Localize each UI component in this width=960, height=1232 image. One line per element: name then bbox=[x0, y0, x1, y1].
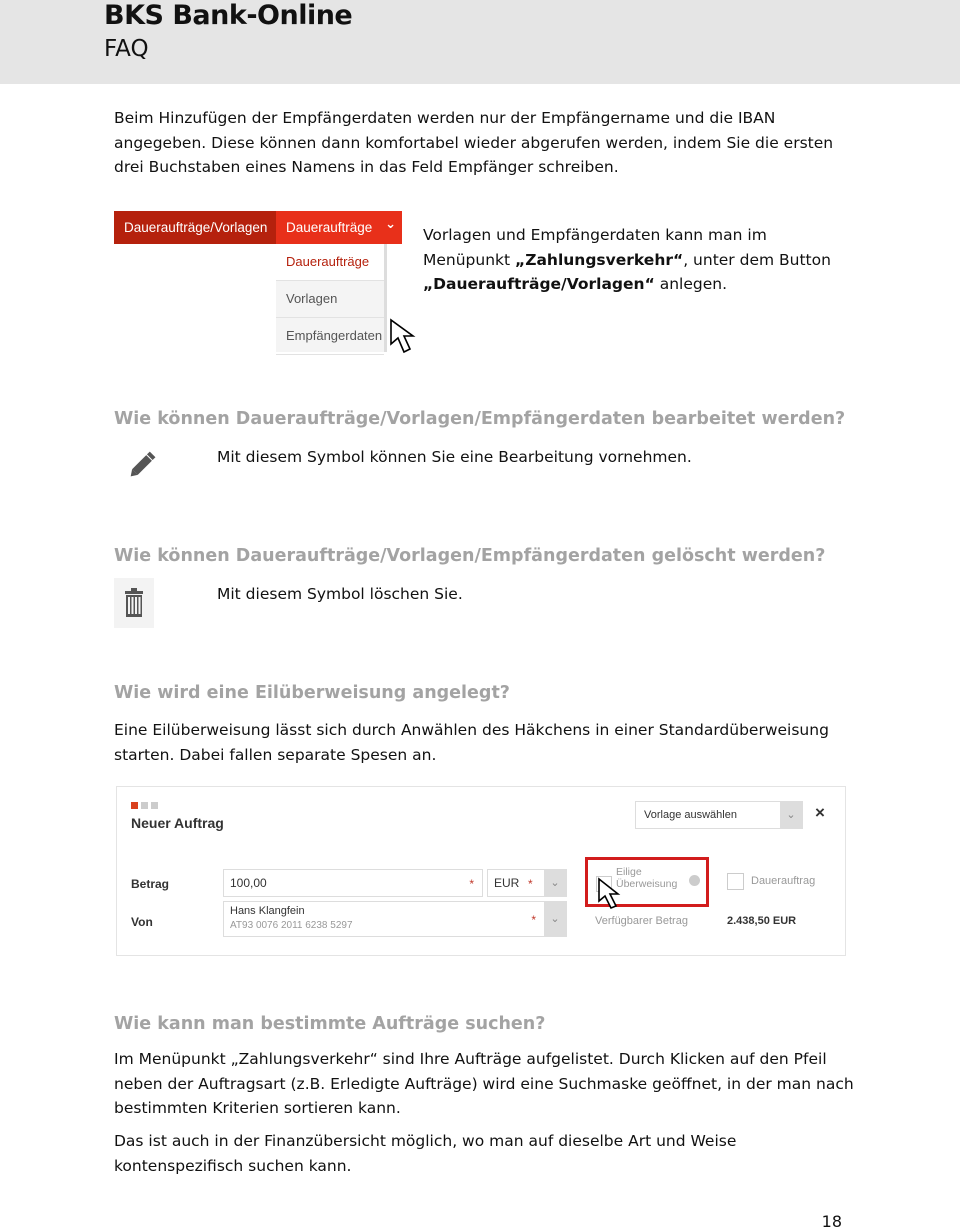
menu-item-empfaengerdaten: Empfängerdaten bbox=[276, 318, 384, 355]
close-icon: × bbox=[815, 803, 825, 822]
cursor-icon bbox=[389, 318, 425, 356]
von-select: Hans Klangfein AT93 0076 2011 6238 5297 * ⌄ bbox=[223, 901, 567, 937]
menu-note: Vorlagen und Empfängerdaten kann man im Menüpunkt „Zahlungsverkehr“, unter dem Button „Daueraufträge/Vorlagen“ anlegen. bbox=[423, 226, 831, 293]
eilig-label: Eilige Überweisung bbox=[616, 866, 678, 890]
currency-select: EUR * ⌄ bbox=[487, 869, 567, 897]
page-number: 18 bbox=[821, 1212, 842, 1231]
pencil-icon bbox=[126, 450, 158, 480]
edit-text: Mit diesem Symbol können Sie eine Bearbeitung vornehmen. bbox=[217, 448, 692, 466]
info-icon bbox=[689, 875, 700, 886]
von-label: Von bbox=[131, 915, 153, 929]
search-text-2: Das ist auch in der Finanzübersicht möglich, wo man auf dieselbe Art und Weise kontenspezifisch suchen kann. bbox=[114, 1132, 737, 1175]
form-title: Neuer Auftrag bbox=[131, 815, 224, 831]
menu-item-vorlagen: Vorlagen bbox=[276, 281, 384, 318]
menu-tab-right: Daueraufträge bbox=[286, 220, 373, 235]
cursor-icon bbox=[597, 877, 621, 912]
eil-text: Eine Eilüberweisung lässt sich durch Anwählen des Häkchens in einer Standardüberweisung starten. Dabei fallen separate Spesen an. bbox=[114, 721, 829, 764]
doc-subtitle: FAQ bbox=[104, 36, 149, 62]
search-text: Im Menüpunkt „Zahlungsverkehr“ sind Ihre Aufträge aufgelistet. Durch Klicken auf den Pfeil neben der Auftragsart (z.B. Erledigte Aufträge) wird eine Suchmaske geöffnet, in der man nach bestimmten Kriterien sortieren kann. bbox=[114, 1050, 854, 1117]
doc-title: BKS Bank-Online bbox=[104, 0, 353, 31]
menu-item-dauerauftraege: Daueraufträge bbox=[276, 244, 384, 281]
trash-icon-box bbox=[114, 578, 154, 628]
heading-eil: Wie wird eine Eilüberweisung angelegt? bbox=[114, 683, 510, 703]
heading-edit: Wie können Daueraufträge/Vorlagen/Empfängerdaten bearbeitet werden? bbox=[114, 409, 846, 429]
template-select: Vorlage auswählen ⌄ bbox=[635, 801, 803, 829]
chevron-down-icon: ⌄ bbox=[385, 217, 396, 232]
dauer-checkbox bbox=[727, 873, 744, 890]
trash-icon bbox=[114, 578, 154, 628]
menu-tab-left: Daueraufträge/Vorlagen bbox=[124, 220, 268, 235]
verfuegbar-label: Verfügbarer Betrag bbox=[595, 915, 688, 927]
delete-text: Mit diesem Symbol löschen Sie. bbox=[217, 585, 463, 603]
intro-text: Beim Hinzufügen der Empfängerdaten werden nur der Empfängername und die IBAN angegeben. Diese können dann komfortabel wieder abgerufen werden, indem Sie die ersten drei Buchstaben eines Namens in das Feld Empfänger schreiben. bbox=[114, 109, 834, 176]
new-order-form-screenshot bbox=[116, 786, 846, 956]
betrag-input: 100,00 * bbox=[223, 869, 483, 897]
heading-delete: Wie können Daueraufträge/Vorlagen/Empfängerdaten gelöscht werden? bbox=[114, 546, 826, 566]
heading-search: Wie kann man bestimmte Aufträge suchen? bbox=[114, 1014, 546, 1034]
betrag-label: Betrag bbox=[131, 877, 170, 891]
verfuegbar-value: 2.438,50 EUR bbox=[727, 915, 797, 927]
page-header bbox=[0, 0, 960, 84]
dauer-label: Dauerauftrag bbox=[751, 875, 816, 887]
